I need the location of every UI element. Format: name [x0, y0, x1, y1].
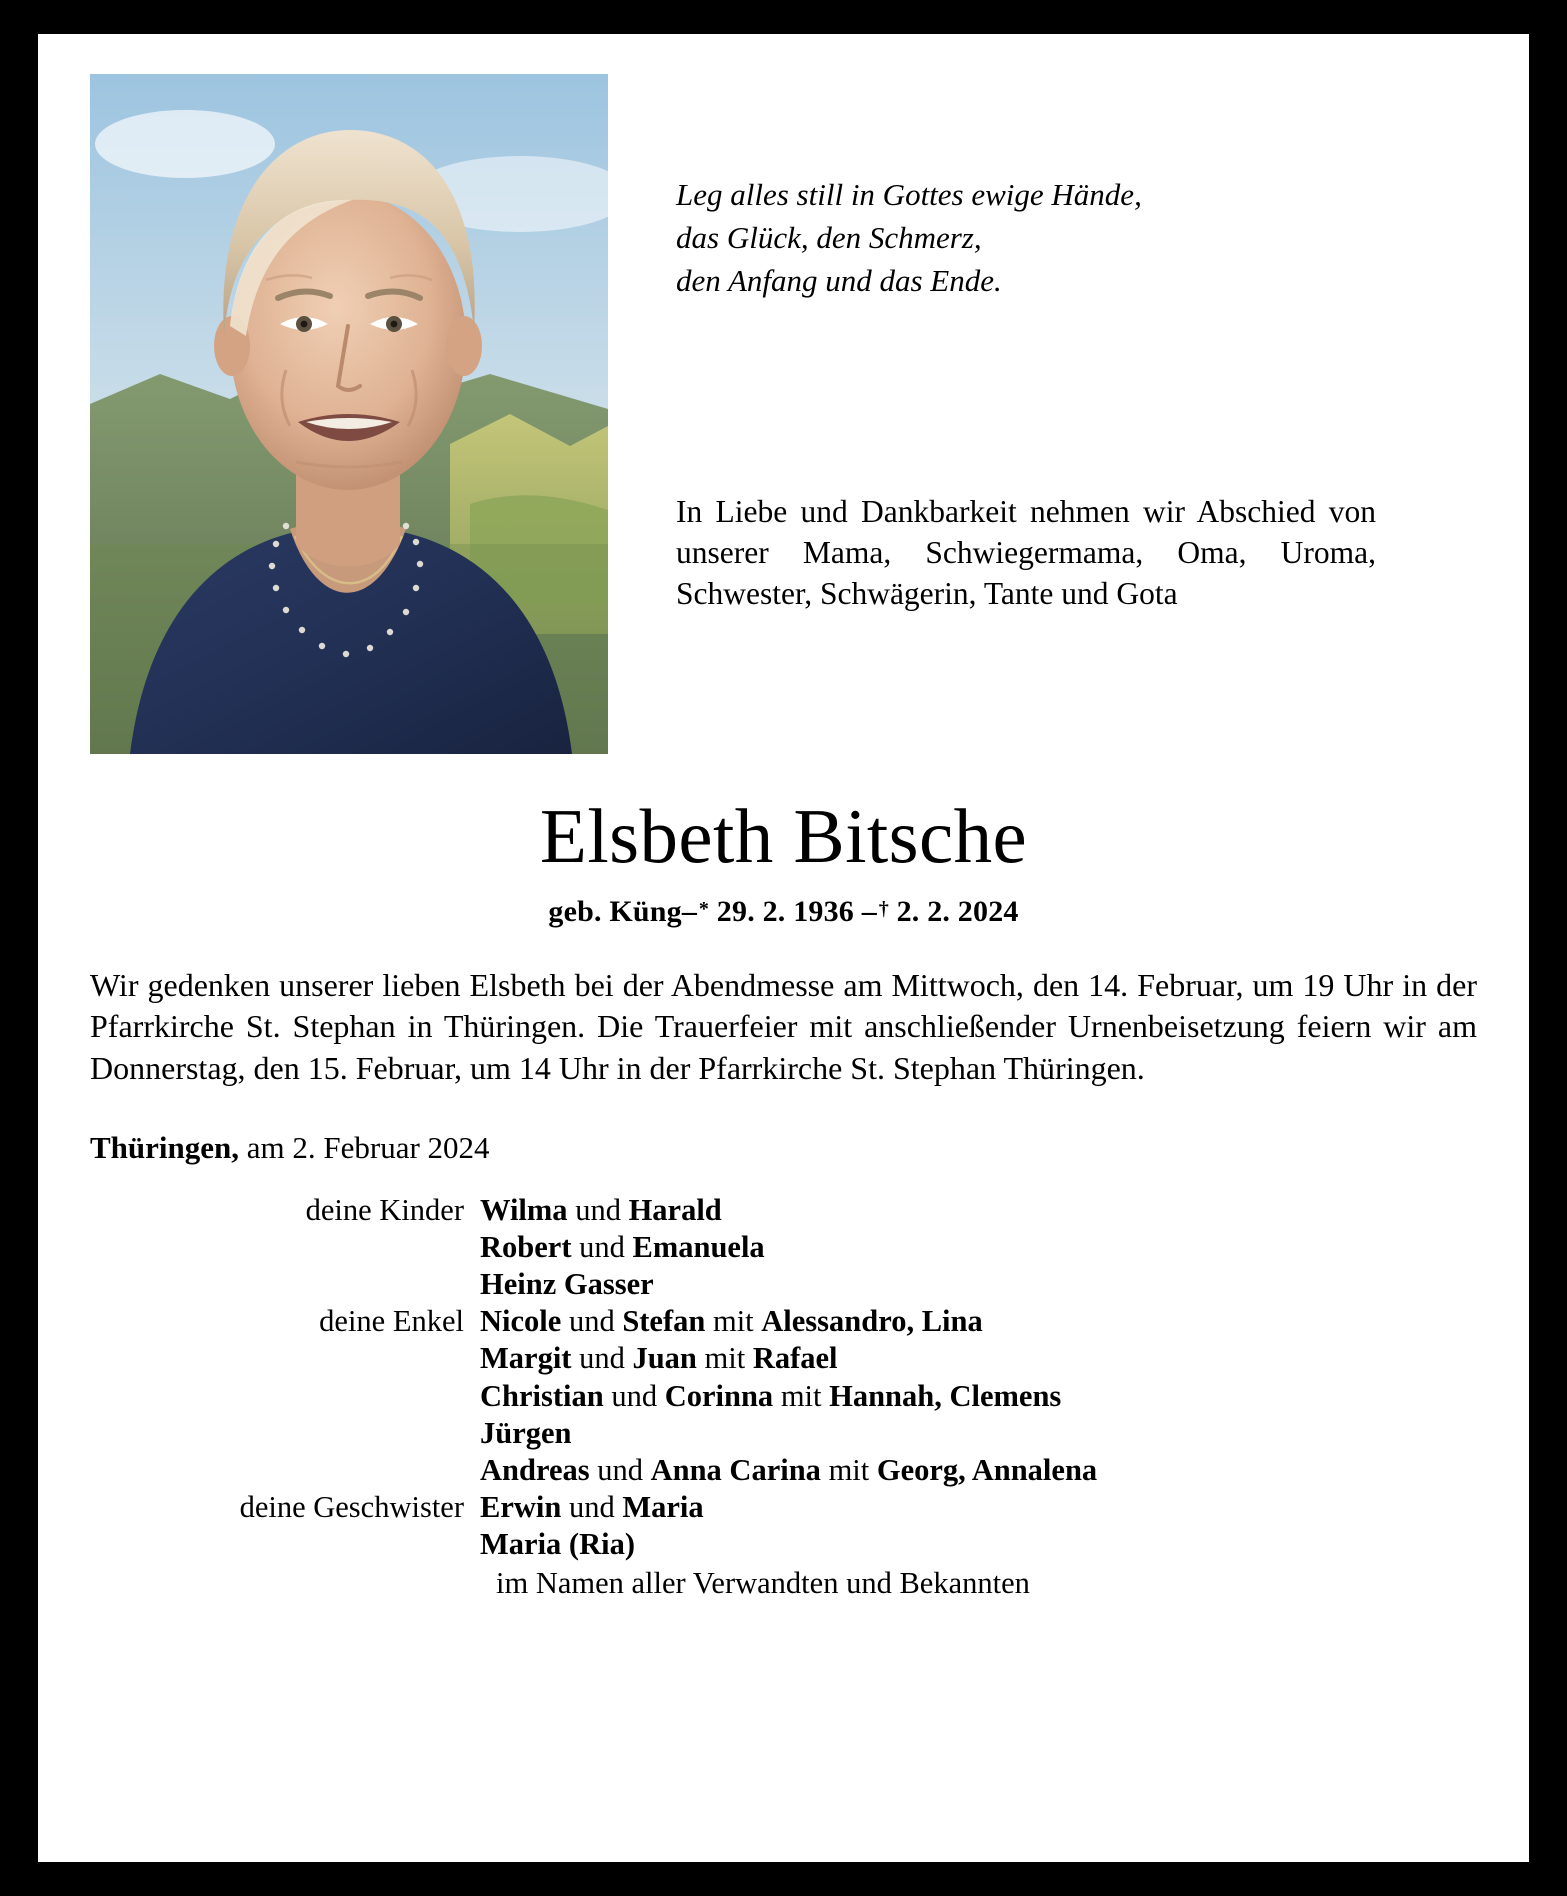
date-separator-1: –	[681, 894, 699, 928]
life-dates	[90, 895, 1477, 929]
family-row	[90, 1229, 1477, 1266]
service-details-text: Wir gedenken unserer lieben Elsbeth bei der Abendmesse am Mittwoch, den 14. Februar, um 19 Uhr in der Pfarrkirche St. Stephan in Thüringen. Die Trauerfeier mit anschließender Urnenbeisetzung feiern wir am Donnerstag, den 15. Februar, um 14 Uhr in der Pfarrkirche St. Stephan Thüringen.	[90, 966, 1477, 1087]
family-person-name: Heinz Gasser	[480, 1267, 654, 1302]
family-person-name: Juan	[632, 1341, 697, 1376]
obituary-card	[38, 34, 1529, 1862]
family-person-name: Emanuela	[632, 1229, 765, 1264]
family-names	[480, 1489, 1477, 1526]
family-person-name: Anna Carina	[650, 1453, 821, 1488]
family-list	[90, 1192, 1477, 1564]
place-date-line	[90, 1130, 1477, 1166]
date-separator-2: –	[861, 894, 879, 928]
place-date: am 2. Februar 2024	[246, 1129, 490, 1165]
family-person-name: Harald	[628, 1192, 722, 1227]
family-row	[90, 1415, 1477, 1452]
family-person-name: Margit	[480, 1341, 572, 1376]
family-connector: und	[571, 1341, 633, 1376]
top-right-column	[608, 74, 1477, 615]
family-row	[90, 1340, 1477, 1377]
family-person-name: Georg, Annalena	[876, 1453, 1098, 1488]
family-names	[480, 1526, 1477, 1563]
family-names	[480, 1340, 1477, 1377]
family-connector: und	[561, 1304, 623, 1339]
family-names	[480, 1378, 1477, 1415]
family-person-name: Robert	[480, 1229, 572, 1264]
family-names	[480, 1452, 1477, 1489]
family-person-name: Erwin	[480, 1490, 562, 1525]
closing-line	[90, 1566, 1477, 1601]
quote-line-3: den Anfang und das Ende.	[676, 262, 1002, 298]
family-person-name: Christian	[480, 1378, 604, 1413]
family-connector: mit	[773, 1378, 830, 1413]
birth-date: 29. 2. 1936	[716, 894, 854, 928]
portrait-photo	[90, 74, 608, 754]
family-row	[90, 1192, 1477, 1229]
family-names	[480, 1415, 1477, 1452]
family-relation-label: deine Kinder	[305, 1192, 464, 1227]
family-person-name: Maria	[622, 1490, 704, 1525]
family-connector: und	[589, 1453, 651, 1488]
family-relation-label: deine Enkel	[319, 1304, 464, 1339]
place-name: Thüringen,	[90, 1129, 240, 1165]
family-connector: und	[561, 1490, 623, 1525]
family-connector: und	[571, 1229, 633, 1264]
family-row	[90, 1266, 1477, 1303]
family-person-name: Rafael	[752, 1341, 838, 1376]
family-connector: mit	[696, 1341, 753, 1376]
family-connector: mit	[820, 1453, 877, 1488]
family-person-name: Hannah, Clemens	[829, 1378, 1062, 1413]
maiden-name: geb. Küng	[548, 894, 682, 928]
quote-line-1: Leg alles still in Gottes ewige Hände,	[676, 177, 1142, 212]
family-connector: mit	[705, 1304, 762, 1339]
family-row	[90, 1303, 1477, 1340]
family-person-name: Alessandro, Lina	[761, 1304, 983, 1339]
family-names	[480, 1266, 1477, 1303]
deceased-name: Elsbeth Bitsche	[539, 793, 1028, 879]
family-person-name: Stefan	[622, 1304, 706, 1339]
closing-text: im Namen aller Verwandten und Bekannten	[496, 1565, 1030, 1600]
death-date: 2. 2. 2024	[896, 894, 1019, 928]
family-person-name: Corinna	[664, 1378, 774, 1413]
family-row	[90, 1526, 1477, 1563]
family-relation-label: deine Geschwister	[239, 1490, 464, 1525]
intro-text: In Liebe und Dankbarkeit nehmen wir Abschied von unserer Mama, Schwiegermama, Oma, Uroma, Schwester, Schwägerin, Tante und Gota	[676, 494, 1376, 612]
family-row	[90, 1452, 1477, 1489]
family-person-name: Nicole	[480, 1304, 562, 1339]
memorial-quote	[676, 174, 1477, 302]
death-symbol: †	[878, 897, 889, 920]
family-row	[90, 1489, 1477, 1526]
family-person-name: Maria (Ria)	[480, 1527, 635, 1562]
family-connector: und	[567, 1192, 629, 1227]
family-names	[480, 1192, 1477, 1229]
family-names	[480, 1229, 1477, 1266]
family-names	[480, 1303, 1477, 1340]
family-person-name: Wilma	[480, 1192, 568, 1227]
family-connector: und	[603, 1378, 665, 1413]
top-section	[90, 74, 1477, 754]
family-person-name: Jürgen	[480, 1415, 572, 1450]
portrait-photo-graphic	[90, 74, 608, 754]
quote-line-2: das Glück, den Schmerz,	[676, 219, 982, 255]
family-person-name: Andreas	[480, 1453, 590, 1488]
birth-symbol: *	[698, 897, 710, 920]
family-row	[90, 1378, 1477, 1415]
